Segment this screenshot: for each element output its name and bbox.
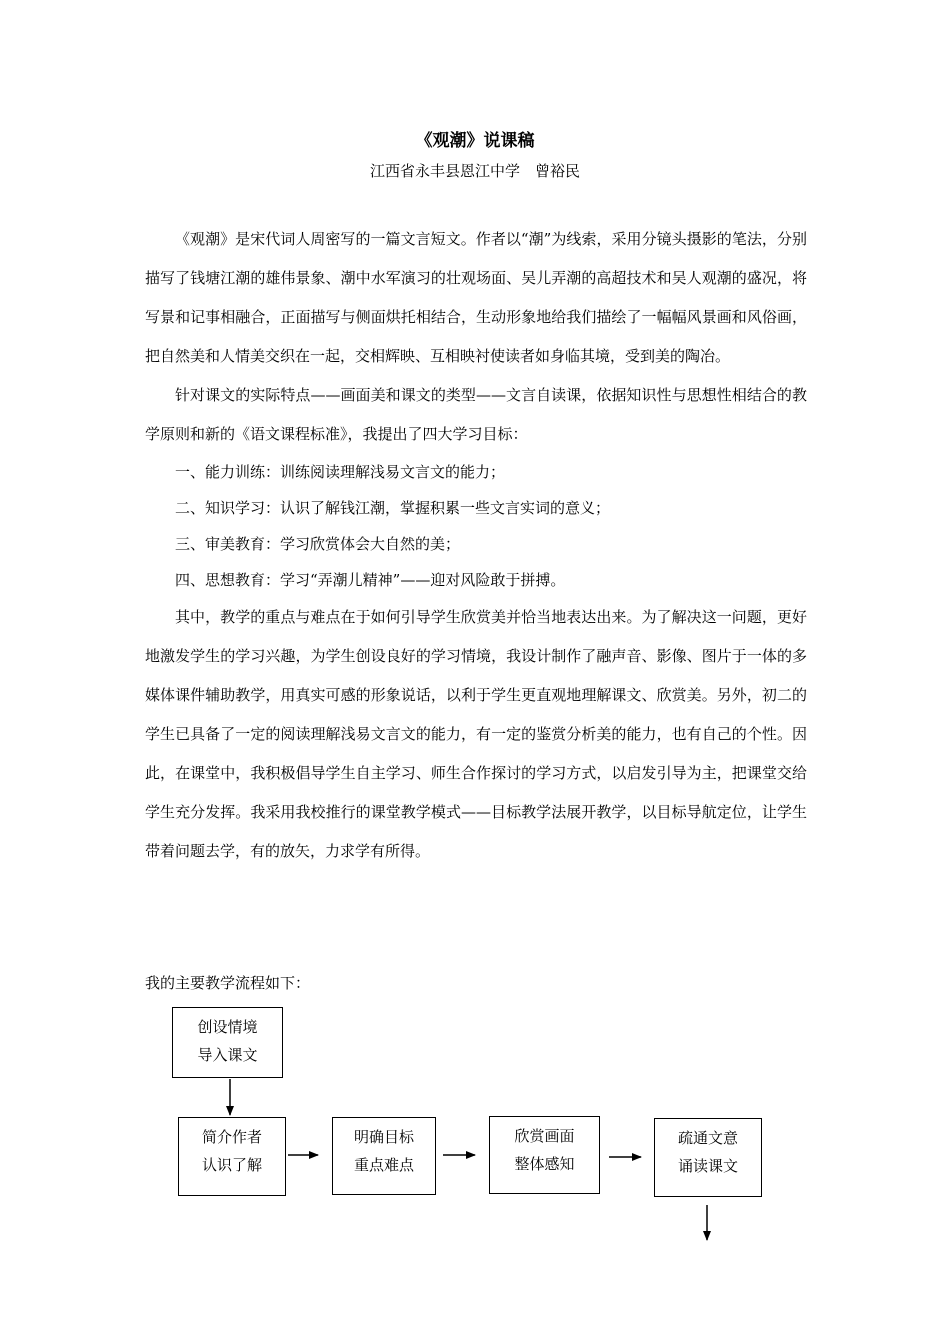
flow-box-step1-line2: 导入课文 [197,1046,258,1064]
flow-box-step5-line1: 疏通文意 [677,1129,738,1147]
goal-item-4: 四、思想教育：学习“弄潮儿精神”——迎对风险敢于拼搏。 [175,571,566,589]
paragraph-method: 其中，教学的重点与难点在于如何引导学生欣赏美并恰当地表达出来。为了解决这一问题，更好地激发学生的学习兴趣，为学生创设良好的学习情境，我设计制作了融声音、影像、图片于一体的多媒体课件辅助教学，用真实可感的形象说话，以利于学生更直观地理解课文、欣赏美。另外，初二的学生已具备了一定的阅读理解浅易文言文的能力，有一定的鉴赏分析美的能力，也有自己的个性。因此，在课堂中，我积极倡导学生自主学习、师生合作探讨的学习方式，以启发引导为主，把课堂交给学生充分发挥。我采用我校推行的课堂教学模式——目标教学法展开教学，以目标导航定位，让学生带着问题去学，有的放矢，力求学有所得。 [145,608,807,860]
flow-box-step1-line1: 创设情境 [197,1018,258,1036]
paragraph-goals: 针对课文的实际特点——画面美和课文的类型——文言自读课，依据知识性与思想性相结合的教学原则和新的《语文课程标准》，我提出了四大学习目标： [145,386,807,443]
document-title: 《观潮》说课稿 [415,131,535,151]
flow-box-step4-line2: 整体感知 [514,1155,575,1173]
flow-box-step2-line1: 简介作者 [201,1128,262,1146]
flow-box-step5-line2: 诵读课文 [677,1157,738,1175]
flow-box-step2-line2: 认识了解 [201,1156,262,1174]
goal-item-3: 三、审美教育：学习欣赏体会大自然的美； [175,535,461,553]
flow-box-step4-line1: 欣赏画面 [514,1127,575,1145]
paragraph-intro: 《观潮》是宋代词人周密写的一篇文言短文。作者以“潮”为线索，采用分镜头摄影的笔法，分别描写了钱塘江潮的雄伟景象、潮中水军演习的壮观场面、吴儿弄潮的高超技术和吴人观潮的盛况，将写景和记事相融合，正面描写与侧面烘托相结合，生动形象地给我们描绘了一幅幅风景画和风俗画，把自然美和人情美交织在一起，交相辉映、互相映衬使读者如身临其境，受到美的陶冶。 [145,230,807,365]
goal-item-1: 一、能力训练：训练阅读理解浅易文言文的能力； [175,463,506,481]
goal-item-2: 二、知识学习：认识了解钱江潮，掌握积累一些文言实词的意义； [175,499,611,517]
flow-box-step3-line1: 明确目标 [353,1128,414,1146]
flow-intro: 我的主要教学流程如下： [145,974,311,992]
flow-box-step3-line2: 重点难点 [353,1156,414,1174]
author-line: 江西省永丰县恩江中学 曾裕民 [369,162,580,180]
